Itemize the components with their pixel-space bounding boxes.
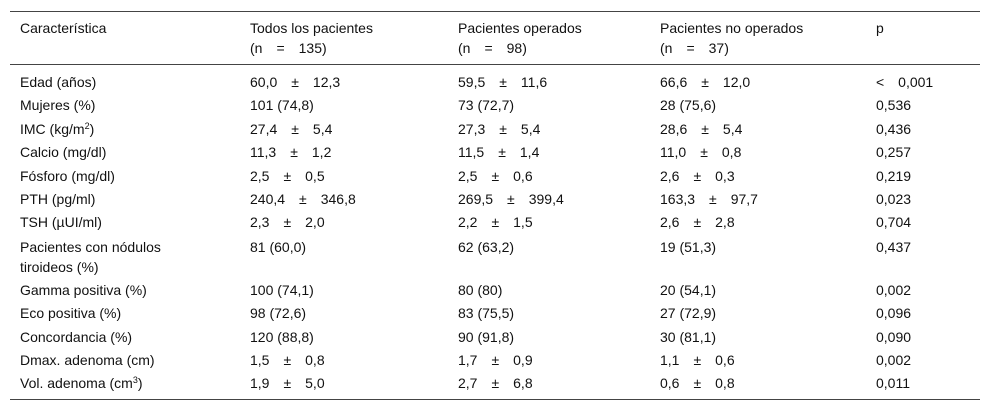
characteristics-table bbox=[10, 11, 980, 400]
header-p-label: p bbox=[876, 20, 884, 36]
cell-op: 269,5 ± 399,4 bbox=[458, 191, 564, 208]
cell-characteristic bbox=[10, 279, 240, 302]
cell-all: 60,0 ± 12,3 bbox=[250, 74, 341, 90]
characteristic-label: TSH (µUI/ml) bbox=[20, 214, 102, 231]
header-p bbox=[866, 12, 980, 65]
characteristic-label: Concordancia (%) bbox=[20, 328, 133, 345]
cell-all: 1,9 ± 5,0 bbox=[240, 372, 448, 399]
header-not-operated-label: Pacientes no operados bbox=[660, 20, 804, 36]
cell-characteristic bbox=[10, 235, 240, 279]
cell-characteristic bbox=[10, 302, 240, 325]
cell-p: 0,002 bbox=[876, 352, 912, 369]
header-all-patients-n: (n = 135) bbox=[250, 40, 327, 56]
cell-op: 2,7 ± 6,8 bbox=[448, 372, 650, 399]
cell-all: 11,3 ± 1,2 bbox=[250, 144, 332, 161]
header-not-operated-n: (n = 37) bbox=[660, 40, 729, 56]
characteristic-label: IMC (kg/m bbox=[20, 120, 85, 137]
cell-characteristic bbox=[10, 326, 240, 349]
cell-characteristic bbox=[10, 141, 240, 164]
cell-p: 0,096 bbox=[876, 305, 912, 322]
table-row bbox=[10, 302, 980, 325]
cell-p: 0,090 bbox=[876, 328, 912, 345]
cell-all: 98 (72,6) bbox=[250, 305, 307, 322]
cell-p: 0,023 bbox=[876, 191, 912, 208]
cell-noop: 66,6 ± 12,0 bbox=[660, 74, 751, 90]
cell-characteristic bbox=[10, 211, 240, 234]
cell-p: 0,219 bbox=[876, 167, 912, 184]
header-not-operated bbox=[650, 12, 866, 65]
table-row bbox=[10, 65, 980, 95]
characteristic-label: Pacientes con nódulos tiroideos (%) bbox=[20, 238, 161, 275]
cell-all: 27,4 ± 5,4 bbox=[250, 120, 333, 137]
cell-op: 73 (72,7) bbox=[458, 97, 515, 114]
unit-superscript: 2 bbox=[84, 120, 90, 131]
header-operated-n: (n = 98) bbox=[458, 40, 527, 56]
cell-op: 80 (80) bbox=[458, 281, 503, 298]
cell-noop: 28 (75,6) bbox=[660, 97, 717, 114]
cell-noop: 11,0 ± 0,8 bbox=[660, 144, 742, 161]
cell-noop: 1,1 ± 0,6 bbox=[660, 352, 735, 369]
characteristic-label: Eco positiva (%) bbox=[20, 305, 122, 322]
table-row bbox=[10, 279, 980, 302]
table-row bbox=[10, 211, 980, 234]
cell-noop: 19 (51,3) bbox=[660, 238, 717, 255]
cell-characteristic bbox=[10, 372, 240, 399]
table-row bbox=[10, 94, 980, 117]
cell-all: 101 (74,8) bbox=[250, 97, 314, 114]
table-row bbox=[10, 349, 980, 372]
table-row bbox=[10, 141, 980, 164]
cell-characteristic bbox=[10, 165, 240, 188]
cell-characteristic bbox=[10, 188, 240, 211]
cell-op: 27,3 ± 5,4 bbox=[458, 120, 541, 137]
characteristic-label-end: ) bbox=[137, 375, 143, 392]
cell-op: 83 (75,5) bbox=[458, 305, 515, 322]
header-operated-label: Pacientes operados bbox=[458, 20, 582, 36]
cell-p: < 0,001 bbox=[876, 74, 934, 90]
cell-noop: 27 (72,9) bbox=[660, 305, 717, 322]
table-body bbox=[10, 65, 980, 400]
cell-noop: 30 (81,1) bbox=[660, 328, 717, 345]
cell-noop: 0,6 ± 0,8 bbox=[650, 372, 866, 399]
header-operated bbox=[448, 12, 650, 65]
cell-characteristic bbox=[10, 118, 240, 141]
cell-op: 11,5 ± 1,4 bbox=[458, 144, 540, 161]
cell-p: 0,436 bbox=[876, 120, 912, 137]
table-row bbox=[10, 188, 980, 211]
table-row bbox=[10, 118, 980, 141]
characteristic-label: Edad (años) bbox=[20, 74, 97, 90]
characteristic-label: Vol. adenoma (cm bbox=[20, 375, 133, 392]
cell-noop: 20 (54,1) bbox=[660, 281, 717, 298]
header-all-patients bbox=[240, 12, 448, 65]
characteristic-label-end: ) bbox=[89, 120, 95, 137]
table-row bbox=[10, 165, 980, 188]
cell-all: 240,4 ± 346,8 bbox=[250, 191, 356, 208]
table-row bbox=[10, 372, 980, 399]
header-row bbox=[10, 12, 980, 65]
characteristic-label: Gamma positiva (%) bbox=[20, 281, 147, 298]
cell-op: 2,5 ± 0,6 bbox=[458, 167, 533, 184]
table-row bbox=[10, 235, 980, 279]
cell-all: 81 (60,0) bbox=[250, 238, 307, 255]
cell-p: 0,437 bbox=[876, 238, 912, 255]
cell-noop: 163,3 ± 97,7 bbox=[660, 191, 758, 208]
characteristic-label: PTH (pg/ml) bbox=[20, 191, 96, 208]
header-characteristic bbox=[10, 12, 240, 65]
characteristic-label: Calcio (mg/dl) bbox=[20, 144, 107, 161]
characteristic-label: Dmax. adenoma (cm) bbox=[20, 352, 155, 369]
characteristic-label: Fósforo (mg/dl) bbox=[20, 167, 115, 184]
cell-characteristic bbox=[10, 94, 240, 117]
cell-p: 0,002 bbox=[876, 281, 912, 298]
cell-op: 1,7 ± 0,9 bbox=[458, 352, 533, 369]
cell-noop: 2,6 ± 0,3 bbox=[660, 167, 735, 184]
header-all-patients-label: Todos los pacientes bbox=[250, 20, 373, 36]
cell-characteristic bbox=[10, 349, 240, 372]
cell-p: 0,704 bbox=[876, 214, 912, 231]
cell-op: 90 (91,8) bbox=[458, 328, 515, 345]
header-characteristic-label: Característica bbox=[20, 20, 107, 36]
cell-noop: 28,6 ± 5,4 bbox=[660, 120, 743, 137]
cell-p: 0,011 bbox=[866, 372, 980, 399]
cell-all: 2,5 ± 0,5 bbox=[250, 167, 325, 184]
cell-op: 62 (63,2) bbox=[458, 238, 515, 255]
characteristic-label: Mujeres (%) bbox=[20, 97, 96, 114]
cell-op: 59,5 ± 11,6 bbox=[458, 74, 548, 90]
cell-characteristic bbox=[10, 65, 240, 95]
cell-noop: 2,6 ± 2,8 bbox=[660, 214, 735, 231]
cell-all: 100 (74,1) bbox=[250, 281, 314, 298]
cell-op: 2,2 ± 1,5 bbox=[458, 214, 533, 231]
unit-superscript: 3 bbox=[132, 375, 138, 386]
cell-all: 2,3 ± 2,0 bbox=[250, 214, 325, 231]
cell-p: 0,536 bbox=[876, 97, 912, 114]
cell-all: 120 (88,8) bbox=[250, 328, 314, 345]
cell-p: 0,257 bbox=[876, 144, 912, 161]
table-row bbox=[10, 326, 980, 349]
cell-all: 1,5 ± 0,8 bbox=[250, 352, 325, 369]
